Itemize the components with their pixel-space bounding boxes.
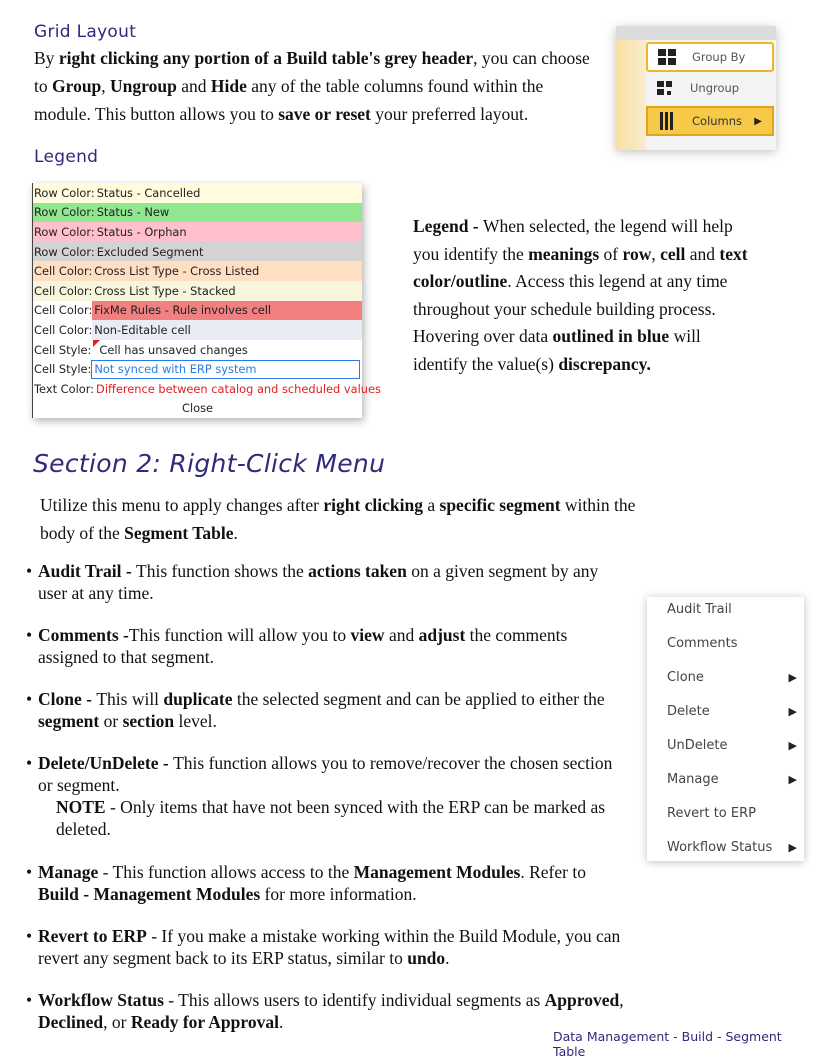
context-menu-item-label: Audit Trail [667, 601, 732, 617]
bullet-dot: • [26, 561, 33, 581]
context-menu-item-revert-to-erp[interactable] [667, 802, 797, 824]
section-2-intro: Utilize this menu to apply changes after right clicking a specific segment within the body of the Segment Table. [40, 495, 636, 543]
group-by-menu-item[interactable]: Group By [646, 42, 774, 72]
grid-layout-text: By right clicking any portion of a Build table's grey header, you can choose to Group, Ungroup and Hide any of the table columns found within the module. This button allows you to save or reset your preferred layout. [34, 48, 590, 124]
legend-row-label: Row Color: [34, 185, 95, 200]
note-text: NOTE - Only items that have not been synced with the ERP can be marked as deleted. [56, 797, 606, 839]
context-menu-item-label: Comments [667, 635, 738, 651]
context-menu-item-delete[interactable] [667, 700, 797, 722]
context-menu-item-label: Revert to ERP [667, 805, 756, 821]
bullet-text: Manage - This function allows access to the Management Modules. Refer to Build - Management Modules for more information. [38, 862, 586, 904]
bullet-text: Comments -This function will allow you to view and adjust the comments assigned to that segment. [38, 625, 568, 667]
legend-row [32, 340, 362, 360]
legend-row-label: Row Color: [34, 244, 95, 259]
section-2-title: Section 2: Right-Click Menu [33, 449, 386, 478]
bullet-item [26, 624, 626, 668]
context-menu-item-label: Workflow Status [667, 839, 773, 855]
columns-icon [648, 106, 686, 136]
bullet-text: Revert to ERP - If you make a mistake working within the Build Module, you can revert any segment back to its ERP status, similar to undo. [38, 926, 621, 968]
bullet-item [26, 861, 626, 905]
bullet-item [26, 688, 626, 732]
legend-row-label: Cell Color: [34, 283, 93, 298]
legend-row [32, 242, 362, 262]
bullet-item [26, 989, 626, 1033]
submenu-arrow-icon: ▶ [788, 840, 797, 854]
legend-close-button[interactable]: Close [32, 399, 362, 418]
bullet-item [26, 752, 626, 840]
legend-row [32, 183, 362, 203]
group-by-icon [648, 42, 686, 72]
legend-row-label: Cell Style: [34, 342, 92, 357]
submenu-arrow-icon: ▶ [754, 115, 762, 127]
bullet-dot: • [26, 625, 33, 645]
context-menu-item-label: Delete [667, 703, 710, 719]
legend-row-value: Cell has unsaved changes [91, 340, 362, 360]
legend-row-value: Non-Editable cell [92, 320, 362, 340]
legend-row [32, 379, 381, 399]
legend-heading: Legend [34, 147, 99, 167]
legend-row-value: Excluded Segment [96, 244, 204, 259]
bullet-text: Clone - This will duplicate the selected segment and can be applied to either the segment or section level. [38, 689, 605, 731]
legend-row-value: Status - Orphan [96, 224, 187, 239]
legend-row [32, 222, 362, 242]
legend-row-value: Status - Cancelled [96, 185, 201, 200]
legend-row-label: Cell Color: [34, 264, 93, 279]
legend-row-value: Cross List Type - Stacked [94, 283, 236, 298]
legend-row [32, 281, 362, 301]
context-menu-item-clone[interactable] [667, 666, 797, 688]
context-menu-item-audit-trail[interactable] [667, 598, 797, 620]
grid-layout-heading: Grid Layout [34, 22, 137, 42]
ungroup-icon [646, 73, 684, 103]
bullet-dot: • [26, 753, 33, 773]
footer-text: Data Management - Build - Segment Table [553, 1029, 782, 1059]
context-menu-item-label: Manage [667, 771, 719, 787]
legend-row [32, 320, 362, 340]
legend-row-label: Text Color: [34, 381, 95, 396]
bullet-dot: • [26, 990, 33, 1010]
submenu-arrow-icon: ▶ [788, 670, 797, 684]
legend-row [32, 203, 362, 223]
legend-row-value: Difference between catalog and scheduled values [96, 381, 381, 396]
grid-layout-menu [616, 26, 776, 150]
legend-row-label: Cell Style: [34, 362, 92, 377]
bullet-text: Audit Trail - This function shows the actions taken on a given segment by any user at any time. [38, 561, 599, 603]
legend-row-value: Cross List Type - Cross Listed [94, 264, 260, 279]
legend-row-value: Not synced with ERP system [91, 360, 360, 379]
context-menu-item-undelete[interactable] [667, 734, 797, 756]
bullet-dot: • [26, 689, 33, 709]
right-click-menu [647, 597, 804, 861]
legend-row-value: Status - New [96, 205, 170, 220]
legend-row-label: Row Color: [34, 205, 95, 220]
bullet-dot: • [26, 862, 33, 882]
context-menu-item-label: UnDelete [667, 737, 728, 753]
legend-row [32, 359, 362, 379]
bullet-text: Workflow Status - This allows users to identify individual segments as Approved, Declined, or Ready for Approval. [38, 990, 624, 1032]
bullet-text: Delete/UnDelete - This function allows you to remove/recover the chosen section or segment. [38, 753, 613, 795]
context-menu-item-workflow-status[interactable] [667, 836, 797, 858]
bullet-item [26, 925, 626, 969]
columns-menu-item[interactable]: Columns ▶ [646, 106, 774, 136]
legend-description: Legend - When selected, the legend will help you identify the meanings of row, cell and text color/outline. Access this legend at any time throughout your schedule building process. Hovering over data outlined in blue will identify the value(s) discrepancy. [413, 216, 748, 374]
ungroup-menu-item[interactable]: Ungroup [646, 73, 774, 103]
legend-row [32, 301, 362, 321]
context-menu-item-manage[interactable] [667, 768, 797, 790]
submenu-arrow-icon: ▶ [788, 704, 797, 718]
bullet-item [26, 560, 626, 604]
submenu-arrow-icon: ▶ [788, 772, 797, 786]
context-menu-item-comments[interactable] [667, 632, 797, 654]
legend-row-label: Cell Color: [34, 303, 93, 318]
legend-row-label: Row Color: [34, 224, 95, 239]
context-menu-item-label: Clone [667, 669, 704, 685]
bullet-dot: • [26, 926, 33, 946]
legend-row-value: FixMe Rules - Rule involves cell [92, 301, 362, 321]
unsaved-flag-icon [93, 340, 100, 347]
legend-table [32, 183, 381, 418]
legend-row-label: Cell Color: [34, 322, 93, 337]
submenu-arrow-icon: ▶ [788, 738, 797, 752]
legend-row [32, 261, 362, 281]
